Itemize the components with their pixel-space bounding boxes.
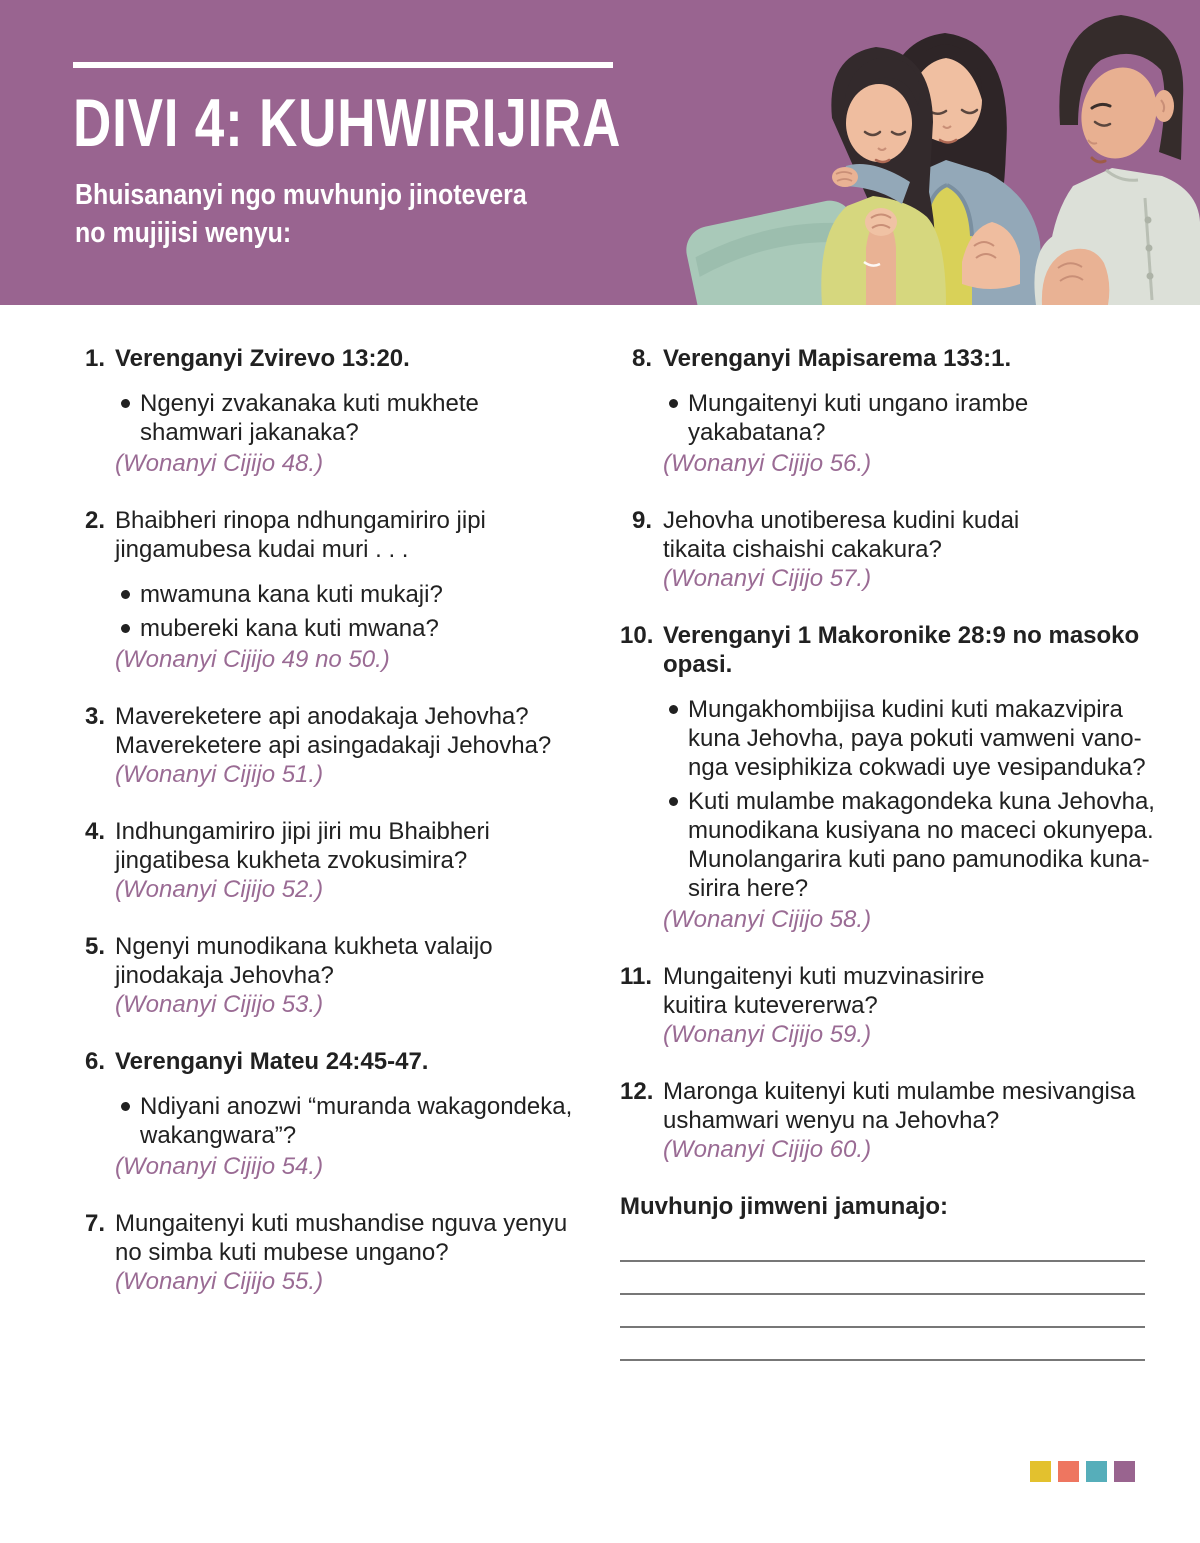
bullet-icon [669, 705, 678, 714]
question-number: 3. [85, 703, 106, 730]
bullet-text-line: mubereki kana kuti mwana? [140, 615, 439, 642]
question-item [620, 962, 1145, 1049]
bullet-text-line: shamwari jakanaka? [140, 419, 359, 446]
question-body [115, 817, 563, 904]
question-number: 6. [85, 1048, 106, 1075]
question-number: 10. [620, 622, 654, 649]
question-list-right [620, 344, 1155, 1164]
question-text-line: jinodakaja Jehovha? [115, 962, 334, 989]
question-text-line: opasi. [663, 651, 733, 678]
bullet-text [140, 580, 563, 609]
color-square [1114, 1461, 1135, 1482]
answer-line [620, 1328, 1145, 1361]
answer-lines [620, 1229, 1145, 1361]
bullet-text [140, 1092, 572, 1150]
bullet-text-line: Ndiyani anozwi “muranda wakagondeka, [140, 1093, 573, 1120]
bullet-item [115, 614, 563, 643]
question-body [115, 344, 563, 478]
question-text-line: jingatibesa kukheta zvokusimira? [115, 847, 468, 874]
bullet-text-line: munodikana kusiyana no maceci okunyepa. [688, 817, 1154, 844]
bullet-text-line: sirira here? [688, 875, 809, 902]
question-item [620, 344, 1145, 478]
bullet-text-line: Munolangarira kuti pano pamunodika kuna- [688, 846, 1150, 873]
question-body [663, 1077, 1145, 1164]
question-item [85, 1047, 573, 1181]
header-rule [73, 62, 613, 68]
bullet-text [688, 695, 1155, 782]
bullet-text [688, 389, 1145, 447]
question-number: 4. [85, 818, 106, 845]
question-item [85, 817, 563, 904]
question-item [85, 932, 563, 1019]
question-body [663, 506, 1145, 593]
question-number: 9. [631, 507, 652, 534]
question-text-line: Mavereketere api anodakaja Jehovha? [115, 703, 529, 730]
question-text-line: Bhaibheri rinopa ndhungamiriro jipi [115, 507, 486, 534]
question-item [85, 344, 563, 478]
bullet-item [663, 389, 1145, 447]
bullet-text [688, 787, 1155, 903]
question-text-line: tikaita cishaishi cakakura? [663, 536, 942, 563]
question-column-right [620, 344, 1155, 1361]
question-number: 8. [631, 345, 652, 372]
answer-line [620, 1295, 1145, 1328]
question-item [85, 1209, 568, 1296]
reference-note: (Wonanyi Cijijo 58.) [663, 906, 872, 933]
question-number: 1. [85, 345, 106, 372]
reference-note: (Wonanyi Cijijo 55.) [115, 1268, 324, 1295]
question-text-line: Maronga kuitenyi kuti mulambe mesivangisa [663, 1078, 1136, 1105]
reference-note: (Wonanyi Cijijo 57.) [663, 565, 872, 592]
question-text-line: Verenganyi Mapisarema 133:1. [663, 345, 1012, 372]
question-text-line: no simba kuti mubese ungano? [115, 1239, 449, 1266]
bullet-item [115, 389, 563, 447]
more-questions-heading: Muvhunjo jimweni jamunajo: [620, 1193, 949, 1220]
question-body [115, 702, 563, 789]
question-text-line: Mavereketere api asingadakaji Jehovha? [115, 732, 552, 759]
bullet-text [140, 389, 563, 447]
bullet-icon [121, 590, 130, 599]
bullet-icon [121, 1102, 130, 1111]
father-figure [1034, 15, 1200, 305]
question-number: 2. [85, 507, 106, 534]
question-item [85, 702, 563, 789]
question-item [620, 506, 1145, 593]
color-square [1030, 1461, 1051, 1482]
question-column-left [85, 344, 573, 1296]
question-text-line: Jehovha unotiberesa kudini kudai [663, 507, 1020, 534]
question-body [663, 621, 1155, 934]
reference-note: (Wonanyi Cijijo 53.) [115, 991, 324, 1018]
question-body [115, 1209, 567, 1296]
reference-note: (Wonanyi Cijijo 56.) [663, 450, 872, 477]
reference-note: (Wonanyi Cijijo 48.) [115, 450, 324, 477]
question-text-line: Verenganyi Zvirevo 13:20. [115, 345, 410, 372]
bullet-icon [669, 399, 678, 408]
answer-line [620, 1262, 1145, 1295]
bullet-text-line: wakangwara”? [140, 1122, 297, 1149]
reference-note: (Wonanyi Cijijo 54.) [115, 1153, 324, 1180]
question-item [620, 1077, 1145, 1164]
bullet-text-line: Mungakhombijisa kudini kuti makazvipira [688, 696, 1123, 723]
question-text-line: ushamwari wenyu na Jehovha? [663, 1107, 1000, 1134]
bullet-text [140, 614, 563, 643]
bullet-item [115, 580, 563, 609]
bullet-text-line: Kuti mulambe makagondeka kuna Jehovha, [688, 788, 1155, 815]
bullet-item [115, 1092, 572, 1150]
question-number: 11. [620, 963, 653, 990]
footer-color-squares [1030, 1461, 1135, 1482]
question-text-line: Indhungamiriro jipi jiri mu Bhaibheri [115, 818, 490, 845]
question-text-line: Mungaitenyi kuti muzvinasirire [663, 963, 985, 990]
bullet-text-line: Ngenyi zvakanaka kuti mukhete [140, 390, 479, 417]
bullet-icon [669, 797, 678, 806]
reference-note: (Wonanyi Cijijo 52.) [115, 876, 324, 903]
bullet-icon [121, 624, 130, 633]
subtitle-line: Bhuisananyi ngo muvhunjo jinotevera [75, 179, 527, 211]
question-text-line: kuitira kutevererwa? [663, 992, 878, 1019]
question-item [620, 621, 1155, 934]
question-text-line: Mungaitenyi kuti mushandise nguva yenyu [115, 1210, 568, 1237]
bullet-text-line: mwamuna kana kuti mukaji? [140, 581, 443, 608]
question-number: 7. [85, 1210, 106, 1237]
question-text-line: Verenganyi 1 Makoronike 28:9 no masoko [663, 622, 1140, 649]
question-text-line: Verenganyi Mateu 24:45-47. [115, 1048, 429, 1075]
bullet-text-line: Mungaitenyi kuti ungano irambe [688, 390, 1029, 417]
question-body [115, 932, 563, 1019]
question-body [115, 506, 563, 674]
bullet-item [663, 695, 1155, 782]
family-praying-illustration [640, 0, 1200, 305]
question-list-left [85, 344, 573, 1296]
reference-note: (Wonanyi Cijijo 59.) [663, 1021, 872, 1048]
bullet-text-line: nga vesiphikiza cokwadi uye vesipanduka? [688, 754, 1146, 781]
question-body [663, 962, 1145, 1049]
question-body [115, 1047, 572, 1181]
question-number: 12. [620, 1078, 654, 1105]
bullet-icon [121, 399, 130, 408]
answer-line [620, 1229, 1145, 1262]
reference-note: (Wonanyi Cijijo 60.) [663, 1136, 872, 1163]
question-text-line: jingamubesa kudai muri . . . [115, 536, 409, 563]
question-item [85, 506, 563, 674]
question-text-line: Ngenyi munodikana kukheta valaijo [115, 933, 493, 960]
page-title: DIVI 4: KUHWIRIJIRA [73, 85, 622, 161]
question-number: 5. [85, 933, 106, 960]
reference-note: (Wonanyi Cijijo 51.) [115, 761, 324, 788]
reference-note: (Wonanyi Cijijo 49 no 50.) [115, 646, 390, 673]
bullet-item [663, 787, 1155, 903]
section-header [0, 0, 1200, 305]
subtitle-line: no mujijisi wenyu: [75, 217, 292, 249]
color-square [1086, 1461, 1107, 1482]
bullet-text-line: yakabatana? [688, 419, 826, 446]
color-square [1058, 1461, 1079, 1482]
bullet-text-line: kuna Jehovha, paya pokuti vamweni vano- [688, 725, 1142, 752]
question-body [663, 344, 1145, 478]
page-subtitle [75, 176, 527, 252]
